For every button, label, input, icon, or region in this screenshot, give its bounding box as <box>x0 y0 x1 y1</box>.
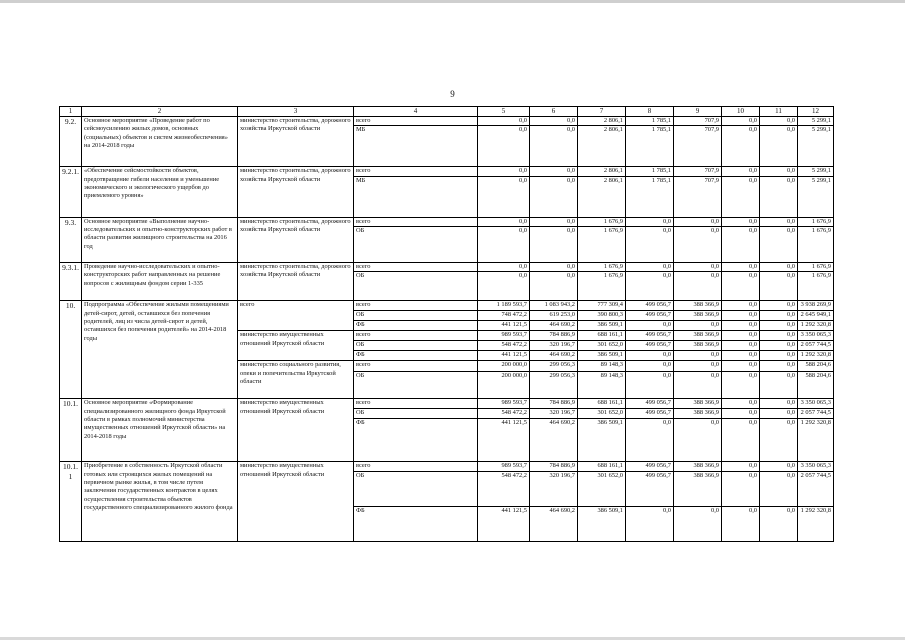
value-cell: 0,0 <box>478 263 530 272</box>
value-cell: 0,0 <box>760 372 798 399</box>
value-cell: 3 350 065,3 <box>798 462 834 472</box>
column-header: 3 <box>238 107 354 117</box>
value-cell: 1 676,9 <box>798 217 834 226</box>
value-cell: 388 366,9 <box>674 472 722 507</box>
value-cell: 1 676,9 <box>798 227 834 263</box>
value-cell: 0,0 <box>626 227 674 263</box>
value-cell: 386 509,1 <box>578 507 626 542</box>
funding-source: всего <box>354 361 478 372</box>
value-cell: 1 676,9 <box>798 263 834 272</box>
value-cell: 0,0 <box>722 372 760 399</box>
value-cell: 0,0 <box>760 462 798 472</box>
value-cell: 0,0 <box>530 117 578 126</box>
value-cell: 0,0 <box>760 167 798 176</box>
value-cell: 0,0 <box>722 409 760 419</box>
value-cell: 499 056,7 <box>626 311 674 321</box>
value-cell: 688 161,1 <box>578 331 626 341</box>
value-cell: 0,0 <box>626 321 674 331</box>
value-cell: 299 056,3 <box>530 361 578 372</box>
row-code: 10. <box>60 301 82 399</box>
column-header: 7 <box>578 107 626 117</box>
row-name: Приобретение в собственность Иркутской области готовых или строящихся жилых помещений на первичном рынке жилья, в том числе путем заключения государственных контрактов в целях осуществления строительства объектов государственного специализированного жилого фонда <box>82 462 238 542</box>
value-cell: 499 056,7 <box>626 301 674 311</box>
funding-source: всего <box>354 399 478 409</box>
value-cell: 2 806,1 <box>578 176 626 217</box>
value-cell: 464 690,2 <box>530 321 578 331</box>
column-header: 8 <box>626 107 674 117</box>
value-cell: 777 309,4 <box>578 301 626 311</box>
table-row <box>60 167 834 176</box>
row-code: 9.2.1. <box>60 167 82 217</box>
value-cell: 1 676,9 <box>578 272 626 301</box>
value-cell: 0,0 <box>760 126 798 167</box>
value-cell: 1 785,1 <box>626 167 674 176</box>
funding-source: ОБ <box>354 472 478 507</box>
funding-source: всего <box>354 167 478 176</box>
value-cell: 0,0 <box>674 217 722 226</box>
table-row <box>60 462 834 472</box>
value-cell: 0,0 <box>722 176 760 217</box>
value-cell: 1 676,9 <box>798 272 834 301</box>
table-row <box>60 217 834 226</box>
value-cell: 588 204,6 <box>798 372 834 399</box>
value-cell: 619 253,0 <box>530 311 578 321</box>
value-cell: 499 056,7 <box>626 472 674 507</box>
value-cell: 588 204,6 <box>798 361 834 372</box>
value-cell: 1 676,9 <box>578 217 626 226</box>
value-cell: 548 472,2 <box>478 472 530 507</box>
value-cell: 0,0 <box>722 311 760 321</box>
row-name: Основное мероприятие «Выполнение научно-исследовательских и опытно-конструкторских работ в области развития жилищного строительства на 2016 год <box>82 217 238 262</box>
value-cell: 320 196,7 <box>530 472 578 507</box>
row-name: «Обеспечение сейсмостойкости объектов, предотвращение гибели населения и уменьшение экономического и экологического ущербов до приемлемого уровня» <box>82 167 238 217</box>
value-cell: 0,0 <box>530 176 578 217</box>
value-cell: 0,0 <box>674 263 722 272</box>
column-header: 6 <box>530 107 578 117</box>
value-cell: 301 652,0 <box>578 472 626 507</box>
value-cell: 388 366,9 <box>674 399 722 409</box>
row-code: 10.1.1 <box>60 462 82 542</box>
funding-source: всего <box>354 217 478 226</box>
value-cell: 0,0 <box>760 409 798 419</box>
value-cell: 301 652,0 <box>578 341 626 351</box>
funding-source: МБ <box>354 176 478 217</box>
value-cell: 0,0 <box>674 227 722 263</box>
value-cell: 386 509,1 <box>578 321 626 331</box>
value-cell: 3 938 269,9 <box>798 301 834 311</box>
value-cell: 0,0 <box>478 167 530 176</box>
value-cell: 0,0 <box>530 126 578 167</box>
value-cell: 3 350 065,3 <box>798 399 834 409</box>
value-cell: 0,0 <box>760 117 798 126</box>
value-cell: 0,0 <box>760 227 798 263</box>
value-cell: 688 161,1 <box>578 462 626 472</box>
value-cell: 989 593,7 <box>478 399 530 409</box>
value-cell: 0,0 <box>722 507 760 542</box>
value-cell: 464 690,2 <box>530 419 578 462</box>
value-cell: 0,0 <box>722 462 760 472</box>
value-cell: 0,0 <box>626 419 674 462</box>
value-cell: 464 690,2 <box>530 351 578 361</box>
value-cell: 548 472,2 <box>478 341 530 351</box>
value-cell: 0,0 <box>760 331 798 341</box>
value-cell: 388 366,9 <box>674 462 722 472</box>
value-cell: 0,0 <box>478 126 530 167</box>
funding-source: ОБ <box>354 409 478 419</box>
value-cell: 388 366,9 <box>674 331 722 341</box>
value-cell: 5 299,1 <box>798 167 834 176</box>
value-cell: 0,0 <box>626 351 674 361</box>
funding-source: ОБ <box>354 341 478 351</box>
value-cell: 748 472,2 <box>478 311 530 321</box>
value-cell: 784 886,9 <box>530 399 578 409</box>
page-number: 9 <box>450 89 455 99</box>
column-header: 9 <box>674 107 722 117</box>
value-cell: 0,0 <box>760 321 798 331</box>
header-row <box>60 107 834 117</box>
row-executor: министерство социального развития, опеки и попечительства Иркутской области <box>238 361 354 399</box>
value-cell: 1 676,9 <box>578 227 626 263</box>
value-cell: 0,0 <box>760 419 798 462</box>
value-cell: 0,0 <box>722 167 760 176</box>
value-cell: 441 121,5 <box>478 351 530 361</box>
value-cell: 0,0 <box>530 217 578 226</box>
value-cell: 299 056,3 <box>530 372 578 399</box>
value-cell: 707,9 <box>674 117 722 126</box>
value-cell: 707,9 <box>674 126 722 167</box>
row-code: 9.3. <box>60 217 82 262</box>
value-cell: 0,0 <box>722 399 760 409</box>
value-cell: 0,0 <box>722 217 760 226</box>
row-executor: министерство строительства, дорожного хозяйства Иркутской области <box>238 217 354 262</box>
value-cell: 0,0 <box>760 301 798 311</box>
row-executor: министерство имущественных отношений Иркутской области <box>238 399 354 462</box>
row-code: 10.1. <box>60 399 82 462</box>
value-cell: 386 509,1 <box>578 351 626 361</box>
value-cell: 441 121,5 <box>478 507 530 542</box>
value-cell: 5 299,1 <box>798 176 834 217</box>
value-cell: 548 472,2 <box>478 409 530 419</box>
value-cell: 499 056,7 <box>626 462 674 472</box>
value-cell: 0,0 <box>760 263 798 272</box>
value-cell: 2 806,1 <box>578 117 626 126</box>
funding-source: ОБ <box>354 372 478 399</box>
value-cell: 0,0 <box>722 331 760 341</box>
value-cell: 1 785,1 <box>626 176 674 217</box>
row-code: 9.3.1. <box>60 263 82 301</box>
value-cell: 0,0 <box>760 217 798 226</box>
funding-source: ОБ <box>354 227 478 263</box>
value-cell: 388 366,9 <box>674 341 722 351</box>
value-cell: 0,0 <box>530 227 578 263</box>
value-cell: 0,0 <box>722 272 760 301</box>
value-cell: 2 057 744,5 <box>798 409 834 419</box>
value-cell: 0,0 <box>674 372 722 399</box>
value-cell: 0,0 <box>722 126 760 167</box>
value-cell: 0,0 <box>478 227 530 263</box>
value-cell: 0,0 <box>760 311 798 321</box>
value-cell: 0,0 <box>722 361 760 372</box>
column-header: 12 <box>798 107 834 117</box>
value-cell: 784 886,9 <box>530 331 578 341</box>
column-header: 5 <box>478 107 530 117</box>
row-executor: министерство строительства, дорожного хозяйства Иркутской области <box>238 263 354 301</box>
value-cell: 0,0 <box>626 263 674 272</box>
value-cell: 464 690,2 <box>530 507 578 542</box>
value-cell: 0,0 <box>760 472 798 507</box>
scan-edge-top <box>0 0 905 3</box>
value-cell: 0,0 <box>722 419 760 462</box>
value-cell: 989 593,7 <box>478 331 530 341</box>
value-cell: 0,0 <box>760 399 798 409</box>
table-row <box>60 117 834 126</box>
value-cell: 0,0 <box>478 117 530 126</box>
value-cell: 1 292 320,8 <box>798 321 834 331</box>
value-cell: 0,0 <box>760 351 798 361</box>
value-cell: 707,9 <box>674 167 722 176</box>
value-cell: 2 057 744,5 <box>798 341 834 351</box>
row-name: Основное мероприятие «Формирование специализированного жилищного фонда Иркутской области в рамках полномочий министерства имущественных отношений Иркутской области» на 2014-2018 годы <box>82 399 238 462</box>
value-cell: 2 645 949,1 <box>798 311 834 321</box>
value-cell: 0,0 <box>478 272 530 301</box>
value-cell: 0,0 <box>760 361 798 372</box>
value-cell: 0,0 <box>478 217 530 226</box>
row-executor: министерство имущественных отношений Иркутской области <box>238 462 354 542</box>
value-cell: 0,0 <box>626 372 674 399</box>
budget-table <box>59 106 834 542</box>
value-cell: 989 593,7 <box>478 462 530 472</box>
value-cell: 89 148,3 <box>578 372 626 399</box>
table-row <box>60 399 834 409</box>
value-cell: 499 056,7 <box>626 399 674 409</box>
value-cell: 388 366,9 <box>674 409 722 419</box>
value-cell: 1 189 593,7 <box>478 301 530 311</box>
value-cell: 0,0 <box>722 263 760 272</box>
value-cell: 1 083 943,2 <box>530 301 578 311</box>
value-cell: 0,0 <box>674 351 722 361</box>
funding-source: всего <box>354 331 478 341</box>
funding-source: ОБ <box>354 272 478 301</box>
column-header: 2 <box>82 107 238 117</box>
column-header: 10 <box>722 107 760 117</box>
value-cell: 0,0 <box>722 117 760 126</box>
value-cell: 386 509,1 <box>578 419 626 462</box>
table-row <box>60 263 834 272</box>
row-executor: министерство имущественных отношений Иркутской области <box>238 331 354 361</box>
funding-source: ФБ <box>354 351 478 361</box>
value-cell: 388 366,9 <box>674 301 722 311</box>
value-cell: 0,0 <box>674 361 722 372</box>
value-cell: 0,0 <box>626 507 674 542</box>
funding-source: всего <box>354 117 478 126</box>
value-cell: 0,0 <box>674 272 722 301</box>
value-cell: 3 350 065,3 <box>798 331 834 341</box>
funding-source: ФБ <box>354 507 478 542</box>
value-cell: 1 292 320,8 <box>798 507 834 542</box>
value-cell: 707,9 <box>674 176 722 217</box>
value-cell: 0,0 <box>478 176 530 217</box>
value-cell: 0,0 <box>626 272 674 301</box>
value-cell: 320 196,7 <box>530 409 578 419</box>
funding-source: всего <box>354 263 478 272</box>
funding-source: МБ <box>354 126 478 167</box>
value-cell: 0,0 <box>722 472 760 507</box>
funding-source: ОБ <box>354 311 478 321</box>
row-code: 9.2. <box>60 117 82 167</box>
value-cell: 200 000,0 <box>478 361 530 372</box>
row-executor: всего <box>238 301 354 331</box>
value-cell: 441 121,5 <box>478 321 530 331</box>
value-cell: 0,0 <box>674 507 722 542</box>
column-header: 11 <box>760 107 798 117</box>
value-cell: 0,0 <box>626 361 674 372</box>
funding-source: ФБ <box>354 321 478 331</box>
row-name: Подпрограмма «Обеспечение жилыми помещениями детей-сирот, детей, оставшихся без попечения родителей, лиц из числа детей-сирот и детей, оставшихся без попечения родителей» на 2014-2018 годы <box>82 301 238 399</box>
value-cell: 0,0 <box>530 272 578 301</box>
value-cell: 388 366,9 <box>674 311 722 321</box>
value-cell: 0,0 <box>530 263 578 272</box>
value-cell: 89 148,3 <box>578 361 626 372</box>
value-cell: 200 000,0 <box>478 372 530 399</box>
column-header: 4 <box>354 107 478 117</box>
value-cell: 0,0 <box>722 301 760 311</box>
value-cell: 390 800,3 <box>578 311 626 321</box>
value-cell: 688 161,1 <box>578 399 626 409</box>
value-cell: 0,0 <box>722 321 760 331</box>
value-cell: 0,0 <box>674 321 722 331</box>
row-executor: министерство строительства, дорожного хозяйства Иркутской области <box>238 117 354 167</box>
value-cell: 0,0 <box>760 176 798 217</box>
value-cell: 499 056,7 <box>626 409 674 419</box>
value-cell: 784 886,9 <box>530 462 578 472</box>
value-cell: 0,0 <box>760 272 798 301</box>
value-cell: 441 121,5 <box>478 419 530 462</box>
row-executor: министерство строительства, дорожного хозяйства Иркутской области <box>238 167 354 217</box>
value-cell: 1 292 320,8 <box>798 351 834 361</box>
value-cell: 0,0 <box>722 341 760 351</box>
value-cell: 2 806,1 <box>578 126 626 167</box>
table-row <box>60 301 834 311</box>
value-cell: 0,0 <box>674 419 722 462</box>
value-cell: 2 057 744,5 <box>798 472 834 507</box>
value-cell: 499 056,7 <box>626 341 674 351</box>
value-cell: 5 299,1 <box>798 126 834 167</box>
value-cell: 1 676,9 <box>578 263 626 272</box>
funding-source: ФБ <box>354 419 478 462</box>
value-cell: 0,0 <box>760 341 798 351</box>
value-cell: 2 806,1 <box>578 167 626 176</box>
funding-source: всего <box>354 462 478 472</box>
value-cell: 1 785,1 <box>626 126 674 167</box>
value-cell: 5 299,1 <box>798 117 834 126</box>
value-cell: 0,0 <box>722 227 760 263</box>
column-header: 1 <box>60 107 82 117</box>
value-cell: 320 196,7 <box>530 341 578 351</box>
value-cell: 0,0 <box>530 167 578 176</box>
funding-source: всего <box>354 301 478 311</box>
value-cell: 499 056,7 <box>626 331 674 341</box>
value-cell: 1 785,1 <box>626 117 674 126</box>
row-name: Основное мероприятие «Проведение работ по сейсмоусилению жилых домов, основных (социальных) объектов и систем жизнеобеспечения» на 2014-2018 годы <box>82 117 238 167</box>
value-cell: 0,0 <box>760 507 798 542</box>
value-cell: 0,0 <box>626 217 674 226</box>
value-cell: 0,0 <box>722 351 760 361</box>
value-cell: 301 652,0 <box>578 409 626 419</box>
value-cell: 1 292 320,8 <box>798 419 834 462</box>
row-name: Проведение научно-исследовательских и опытно-конструкторских работ направленных на решение вопросов с жилищным фондом серии 1-335 <box>82 263 238 301</box>
